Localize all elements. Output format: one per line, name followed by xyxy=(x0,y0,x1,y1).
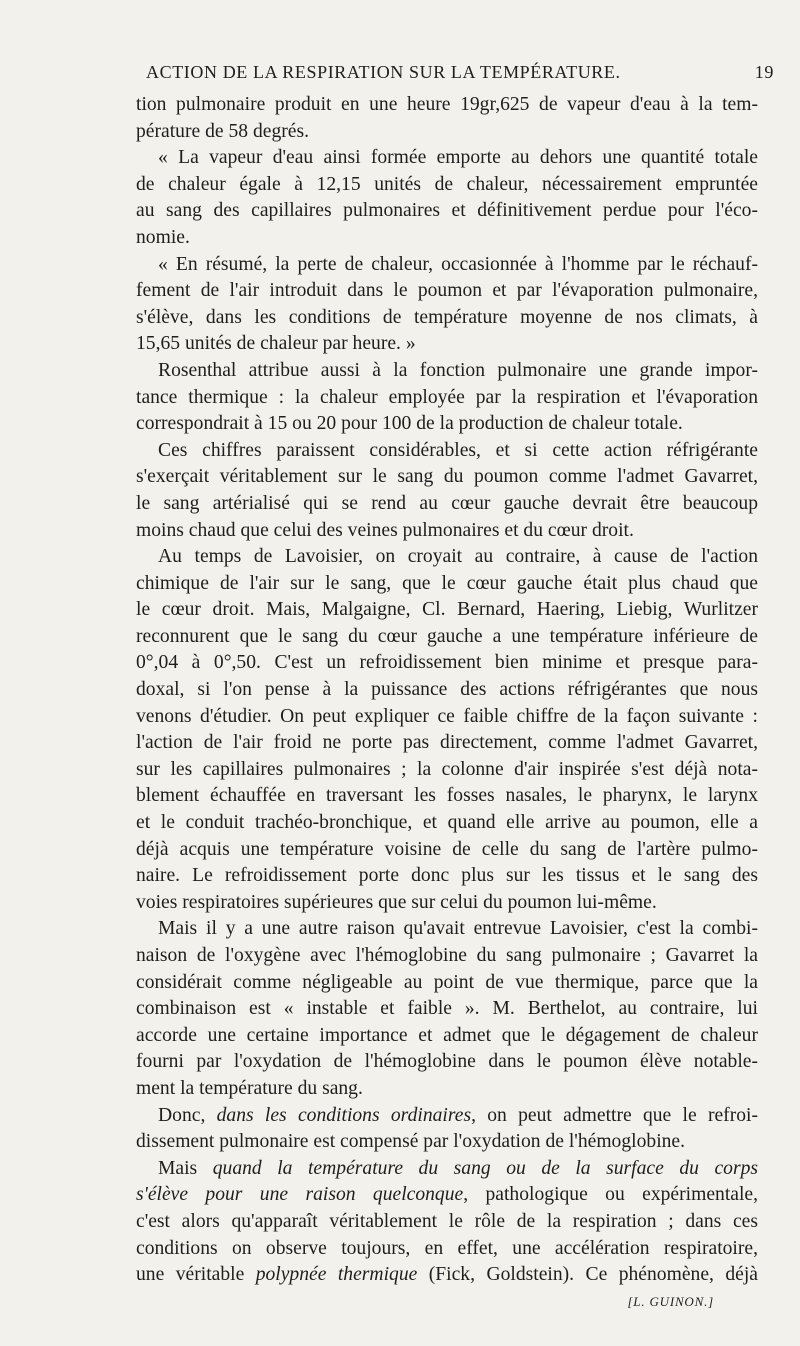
text-line: moins chaud que celui des veines pulmonaires et du cœur droit. xyxy=(136,519,634,541)
text-line: fourni par l'oxydation de l'hémoglobine dans le poumon élève notable- xyxy=(136,1051,758,1073)
text-line: voies respiratoires supérieures que sur celui du poumon lui-même. xyxy=(136,891,657,913)
text-line: Donc, dans les conditions ordinaires, on peut admettre que le refroi- xyxy=(158,1104,758,1126)
text-line: s'exerçait véritablement sur le sang du poumon comme l'admet Gavarret, xyxy=(136,466,758,488)
text-line: Au temps de Lavoisier, on croyait au contraire, à cause de l'action xyxy=(158,546,758,568)
text-line: déjà acquis une température voisine de celle du sang de l'artère pulmo- xyxy=(136,838,758,860)
page-number: 19 xyxy=(754,62,774,82)
text-line: ment la température du sang. xyxy=(136,1077,363,1099)
text-line: 0°,04 à 0°,50. C'est un refroidissement bien minime et presque para- xyxy=(136,652,758,674)
text-line: et le conduit trachéo-bronchique, et quand elle arrive au poumon, elle a xyxy=(136,812,758,834)
text-line: accorde une certaine importance et admet que le dégagement de chaleur xyxy=(136,1024,758,1046)
text-line: « La vapeur d'eau ainsi formée emporte au dehors une quantité totale xyxy=(158,147,758,169)
text-line: tance thermique : la chaleur employée par la respiration et l'évaporation xyxy=(136,386,758,408)
text-line: dissement pulmonaire est compensé par l'oxydation de l'hémoglobine. xyxy=(136,1131,686,1153)
italic-phrase: dans les conditions ordinaires xyxy=(216,1104,472,1126)
text-line: s'élève, dans les conditions de température moyenne de nos climats, à xyxy=(136,306,758,328)
running-head xyxy=(138,62,778,86)
italic-phrase: polypnée thermique xyxy=(255,1264,418,1286)
text-line: Mais quand la température du sang ou de la surface du corps xyxy=(158,1157,758,1179)
text-line: venons d'étudier. On peut expliquer ce faible chiffre de la façon suivante : xyxy=(136,705,758,727)
text-line: combinaison est « instable et faible ». M. Berthelot, au contraire, lui xyxy=(136,998,758,1020)
text-line: le cœur droit. Mais, Malgaigne, Cl. Bernard, Haering, Liebig, Wurlitzer xyxy=(136,599,758,621)
text-line: fement de l'air introduit dans le poumon et par l'évaporation pulmonaire, xyxy=(136,280,758,302)
text-line: naire. Le refroidissement porte donc plus sur les tissus et le sang des xyxy=(136,865,758,887)
text-line: c'est alors qu'apparaît véritablement le rôle de la respiration ; dans ces xyxy=(136,1210,758,1232)
text-line: s'élève pour une raison quelconque, pathologique ou expérimentale, xyxy=(136,1184,758,1206)
text-line: considérait comme négligeable au point de vue thermique, parce que la xyxy=(136,971,758,993)
text-line: pérature de 58 degrés. xyxy=(136,120,309,142)
text-line: Rosenthal attribue aussi à la fonction pulmonaire une grande impor- xyxy=(158,359,758,381)
italic-phrase: quand la température du sang ou de la surface du corps xyxy=(212,1157,758,1179)
text-line: sur les capillaires pulmonaires ; la colonne d'air inspirée s'est déjà nota- xyxy=(136,758,758,780)
text-line: reconnurent que le sang du cœur gauche a une température inférieure de xyxy=(136,625,758,647)
text-line: doxal, si l'on pense à la puissance des actions réfrigérantes que nous xyxy=(136,679,758,701)
text-line: Ces chiffres paraissent considérables, et si cette action réfrigérante xyxy=(158,439,758,461)
text-line: l'action de l'air froid ne porte pas directement, comme l'admet Gavarret, xyxy=(136,732,758,754)
text-line: Mais il y a une autre raison qu'avait entrevue Lavoisier, c'est la combi- xyxy=(158,918,758,940)
italic-phrase: s'élève pour une raison quelconque xyxy=(136,1184,464,1206)
text-line: correspondrait à 15 ou 20 pour 100 de la production de chaleur totale. xyxy=(136,413,683,435)
text-line: une véritable polypnée thermique (Fick, Goldstein). Ce phénomène, déjà xyxy=(136,1264,758,1286)
printer-signature: [L. GUINON.] xyxy=(627,1294,714,1309)
text-line: conditions on observe toujours, en effet, une accélération respiratoire, xyxy=(136,1237,758,1259)
text-line: tion pulmonaire produit en une heure 19gr,625 de vapeur d'eau à la tem- xyxy=(136,94,758,115)
text-line: « En résumé, la perte de chaleur, occasionnée à l'homme par le réchauf- xyxy=(158,253,758,275)
text-line: le sang artérialisé qui se rend au cœur gauche devrait être beaucoup xyxy=(136,492,758,514)
body-text xyxy=(136,92,758,1289)
text-line: chimique de l'air sur le sang, que le cœur gauche était plus chaud que xyxy=(136,572,758,594)
text-line: au sang des capillaires pulmonaires et définitivement perdue pour l'éco- xyxy=(136,200,758,222)
text-line: de chaleur égale à 12,15 unités de chaleur, nécessairement empruntée xyxy=(136,173,758,195)
running-title: ACTION DE LA RESPIRATION SUR LA TEMPÉRATURE. xyxy=(146,62,621,82)
text-line: naison de l'oxygène avec l'hémoglobine du sang pulmonaire ; Gavarret la xyxy=(136,945,758,966)
text-line: blement échauffée en traversant les fosses nasales, le pharynx, le larynx xyxy=(136,785,758,807)
text-line: nomie. xyxy=(136,226,190,248)
text-line: 15,65 unités de chaleur par heure. » xyxy=(136,333,416,355)
